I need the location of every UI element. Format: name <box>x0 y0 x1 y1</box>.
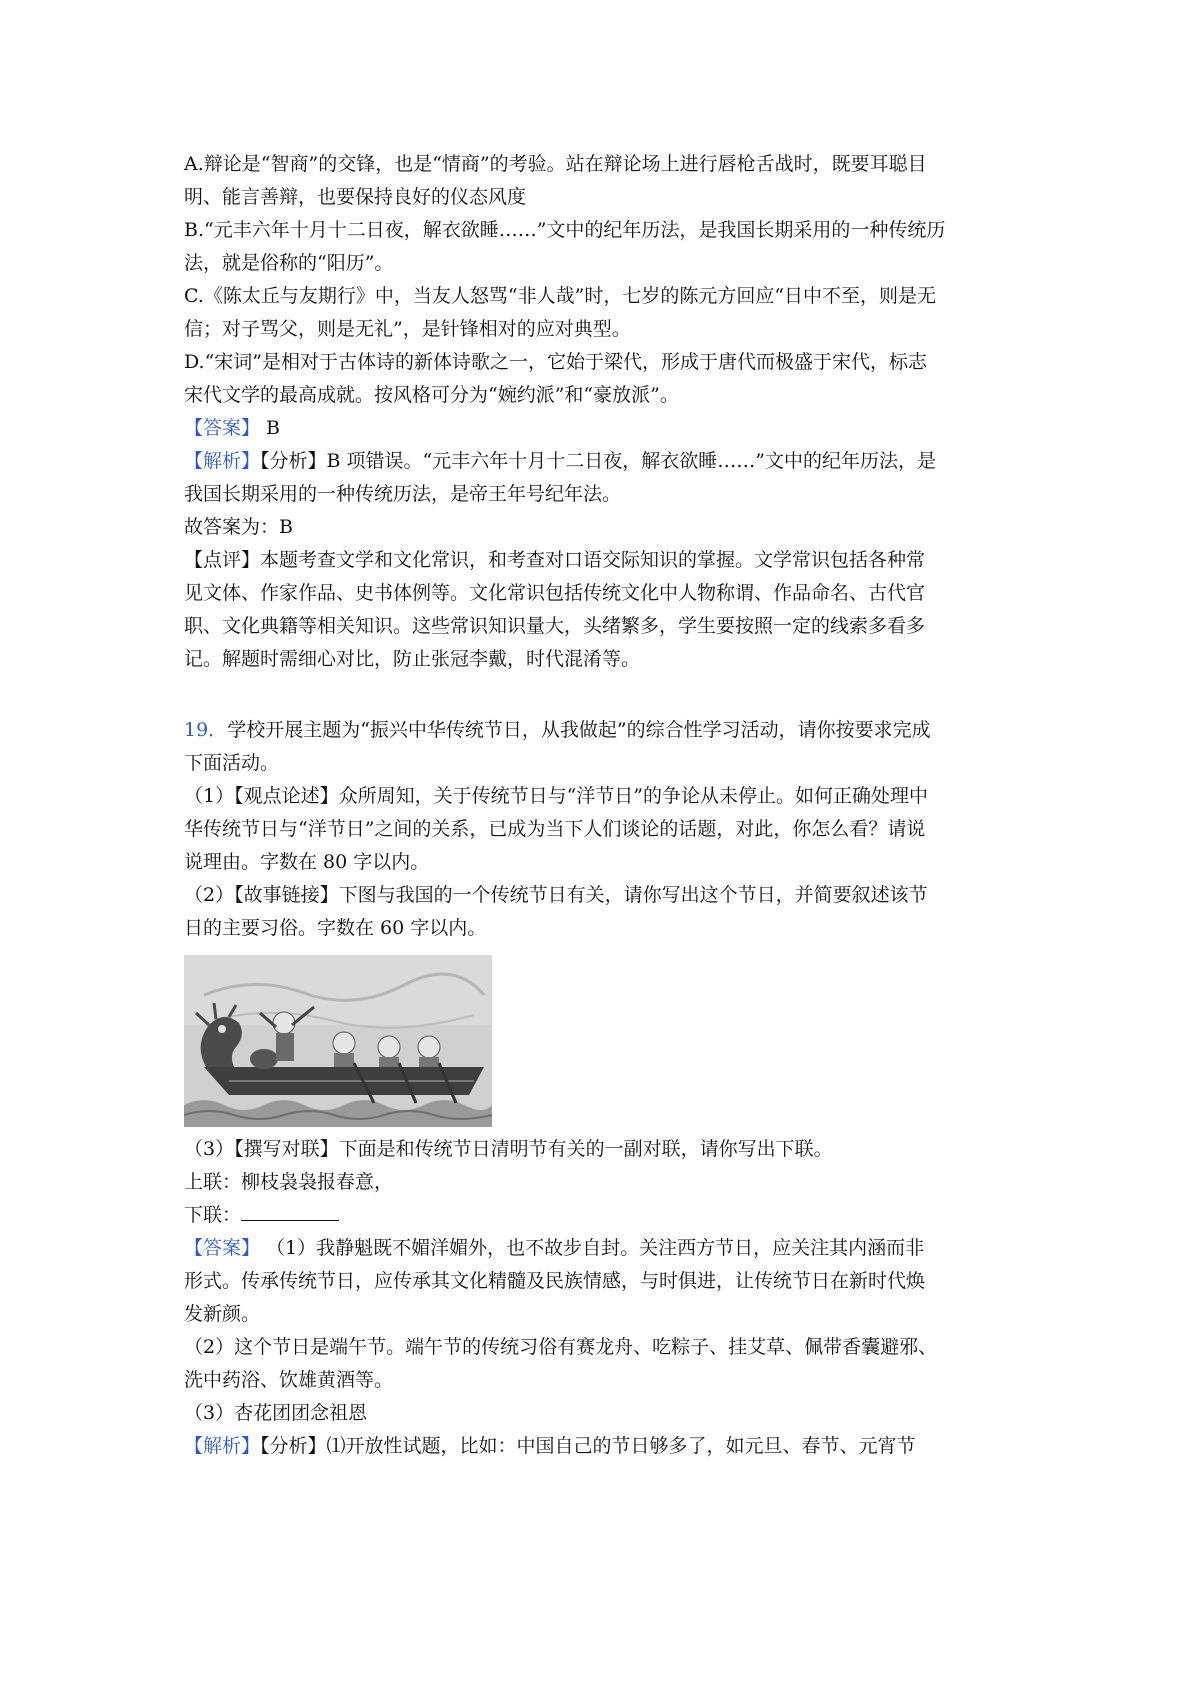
part1-line2: 华传统节日与“洋节日”之间的关系，已成为当下人们谈论的话题，对此，你怎么看？请说 <box>184 818 926 840</box>
answer2-line4: （2）这个节日是端午节。端午节的传统习俗有赛龙舟、吃粽子、挂艾草、佩带香囊避邪、 <box>184 1336 938 1358</box>
answer2-tag: 【答案】 <box>184 1237 261 1259</box>
option-a-line1: A.辩论是“智商”的交锋，也是“情商”的考验。站在辩论场上进行唇枪舌战时，既要耳聪目 <box>184 153 927 175</box>
part1-line3: 说理由。字数在 80 字以内。 <box>184 851 430 873</box>
comment-line3: 职、文化典籍等相关知识。这些常识知识量大，头绪繁多，学生要按照一定的线索多看多 <box>184 615 926 637</box>
answer-tag: 【答案】 <box>184 417 261 439</box>
answer2-line1 <box>184 1232 1024 1265</box>
document-page <box>184 148 1024 1463</box>
analysis-line2: 我国长期采用的一种传统历法，是帝王年号纪年法。 <box>184 483 622 505</box>
option-d-line1: D.“宋词”是相对于古体诗的新体诗歌之一，它始于梁代，形成于唐代而极盛于宋代，标志 <box>184 351 928 373</box>
analysis2-line <box>184 1430 1024 1463</box>
analysis2-text: 【分析】⑴开放性试题，比如：中国自己的节日够多了，如元旦、春节、元宵节 <box>260 1435 916 1457</box>
part3-line: （3）【撰写对联】下面是和传统节日清明节有关的一副对联，请你写出下联。 <box>184 1138 833 1160</box>
comment-line2: 见文体、作家作品、史书体例等。文化常识包括传统文化中人物称谓、作品命名、古代官 <box>184 582 926 604</box>
option-c-line2: 信；对子骂父，则是无礼”，是针锋相对的应对典型。 <box>184 318 631 340</box>
dragon-boat-drawing <box>184 955 492 1127</box>
answer-blank[interactable] <box>241 1202 339 1221</box>
option-d-line2: 宋代文学的最高成就。按风格可分为“婉约派”和“豪放派”。 <box>184 384 679 406</box>
answer2-line5: 洗中药浴、饮雄黄酒等。 <box>184 1369 394 1391</box>
option-b-line2: 法，就是俗称的“阳历”。 <box>184 252 394 274</box>
question-number: 19． <box>184 719 228 741</box>
part2-line2: 日的主要习俗。字数在 60 字以内。 <box>184 917 487 939</box>
question-19-line1 <box>184 714 1024 747</box>
analysis-line1 <box>184 445 1024 478</box>
analysis2-tag: 【解析】 <box>184 1435 261 1457</box>
answer-line <box>184 412 1024 445</box>
part2-line1: （2）【故事链接】下图与我国的一个传统节日有关，请你写出这个节日，并简要叙述该节 <box>184 884 928 906</box>
dragon-boat-illustration <box>184 955 492 1127</box>
question-stem: 学校开展主题为“振兴中华传统节日，从我做起”的综合性学习活动，请你按要求完成 <box>227 719 931 741</box>
comment-line1: 【点评】本题考查文学和文化常识，和考查对口语交际知识的掌握。文学常识包括各种常 <box>184 549 926 571</box>
answer-value: B <box>260 417 281 439</box>
lower-couplet-line <box>184 1199 1024 1232</box>
option-b-line1: B.“元丰六年十月十二日夜，解衣欲睡……”文中的纪年历法，是我国长期采用的一种传统历 <box>184 219 946 241</box>
analysis-tag: 【解析】 <box>184 450 261 472</box>
conclusion-line: 故答案为：B <box>184 516 293 538</box>
answer2-line3: 发新颜。 <box>184 1303 261 1325</box>
answer2-line6: （3）杏花团团念祖恩 <box>184 1402 368 1424</box>
section-gap <box>184 676 1024 714</box>
part1-line1: （1）【观点论述】众所周知，关于传统节日与“洋节日”的争论从未停止。如何正确处理中 <box>184 785 929 807</box>
option-c-line1: C.《陈太丘与友期行》中，当友人怒骂“非人哉”时，七岁的陈元方回应“日中不至，则是无 <box>184 285 937 307</box>
analysis-text: 【分析】B 项错误。“元丰六年十月十二日夜，解衣欲睡……”文中的纪年历法，是 <box>260 450 936 472</box>
answer2-line2: 形式。传承传统节日，应传承其文化精髓及民族情感，与时俱进，让传统节日在新时代焕 <box>184 1270 926 1292</box>
lower-couplet-label: 下联： <box>184 1204 242 1226</box>
comment-line4: 记。解题时需细心对比，防止张冠李戴，时代混淆等。 <box>184 648 641 670</box>
question-19-line2: 下面活动。 <box>184 752 280 774</box>
answer2-text: （1）我静魁既不媚洋媚外，也不故步自封。关注西方节日，应关注其内涵而非 <box>260 1237 925 1259</box>
upper-couplet: 上联：柳枝袅袅报春意， <box>184 1171 394 1193</box>
option-a-line2: 明、能言善辩，也要保持良好的仪态风度 <box>184 186 527 208</box>
